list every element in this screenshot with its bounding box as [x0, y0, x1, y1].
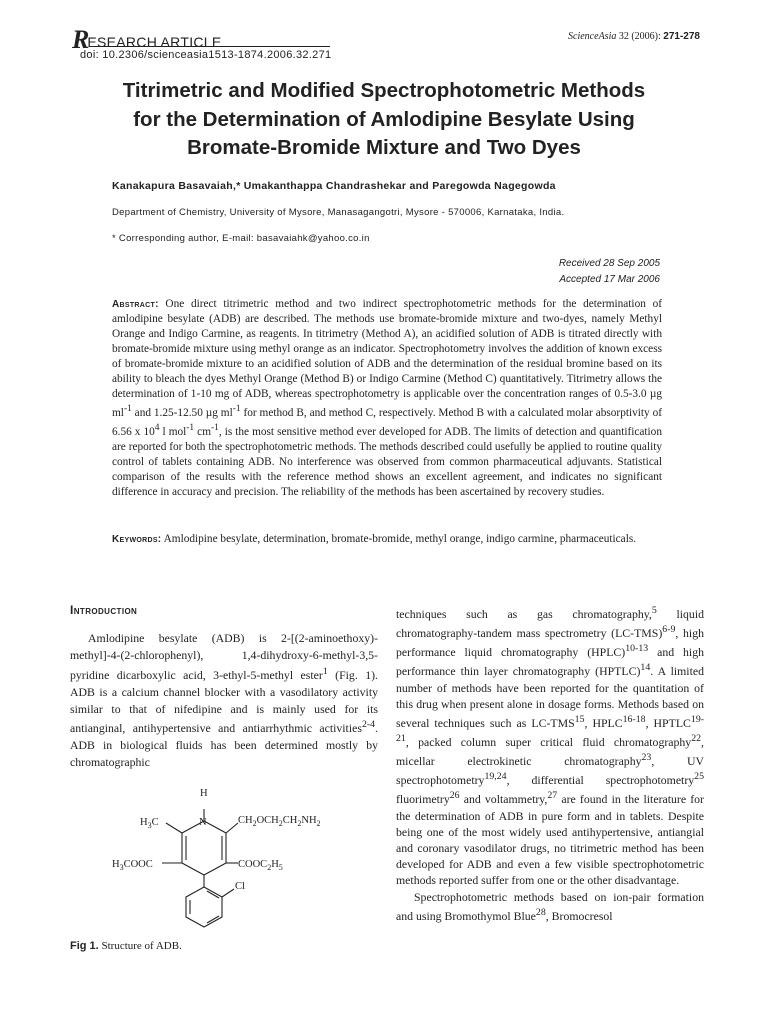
abstract	[112, 297, 662, 500]
body-text: . A limited number of methods have been reported for the quantitation of this drug when present alone in dosage forms. Methods based on several techniques such as LC-TMS	[396, 664, 704, 730]
affiliation: Department of Chemistry, University of Mysore, Manasagangotri, Mysore - 570006, Karnataka, India.	[112, 207, 565, 218]
title-line: Bromate-Bromide Mixture and Two Dyes	[187, 136, 581, 159]
body-text: , HPLC	[584, 715, 623, 730]
abstract-text: One direct titrimetric method and two indirect spectrophotometric methods for the determination of amlodipine besylate (ADB) are described. The methods use bromate-bromide mixture and two-dyes, namely Methyl Orange and Indigo Carmine, as reagents. In titrimetry (Method A), an acidified solution of ADB is titrated directly with bromate-bromide mixture using methyl orange as an indicator. Spectrophotometry involves the addition of known excess of bromate-bromide mixture to an acidified solution of ADB and the determination of the residual bromine based on its ability to bleach the dyes Methyl Orange (Method B) or Indigo Carmine (Method C) quantitatively. Titrimetry allows the determination of 1-10 mg of ADB, whereas spectrophotometry is applicable over the concentration ranges of 0.5-3.0 µg ml	[112, 298, 662, 419]
citation[interactable]: 25	[694, 771, 704, 783]
citation[interactable]: 16-18	[622, 713, 646, 725]
citation[interactable]: 19-21	[396, 713, 705, 745]
paragraph	[396, 889, 704, 924]
body-text: , HPTLC	[645, 715, 691, 730]
title-line: for the Determination of Amlodipine Besylate Using	[133, 107, 635, 131]
keywords	[112, 532, 662, 547]
abstract-label: Abstract:	[112, 299, 159, 310]
atom-label: Cl	[235, 881, 245, 892]
doi[interactable]: doi: 10.2306/scienceasia1513-1874.2006.32.271	[80, 49, 332, 61]
superscript: -1	[210, 422, 219, 433]
superscript: -1	[186, 422, 195, 433]
intro-right-column	[396, 603, 704, 924]
bond	[204, 821, 226, 833]
body-text: and high performance thin layer chromatography (HPTLC)	[396, 645, 705, 679]
brand-initial: R	[72, 25, 90, 54]
side-chain-label: $CH_2OCH_2CH_2NH_2$	[238, 815, 321, 828]
citation[interactable]: 2-4	[361, 719, 376, 731]
journal-pages: 271-278	[663, 31, 700, 42]
citation[interactable]: 26	[449, 790, 460, 802]
paragraph	[396, 603, 704, 889]
section-heading-introduction: Introduction	[70, 603, 138, 617]
citation[interactable]: 1	[322, 665, 328, 677]
received-date: Received 28 Sep 2005	[558, 258, 660, 269]
body-text: , Bromocresol	[545, 908, 613, 923]
bond	[166, 823, 182, 833]
citation[interactable]: 10-13	[625, 643, 649, 655]
body-text: . ADB in biological fluids has been determined mostly by chromatographic	[70, 721, 378, 770]
body-text: liquid chromatography-tandem mass spectrometry (LC-TMS)	[396, 606, 704, 641]
bond	[226, 823, 238, 833]
citation[interactable]: 23	[641, 752, 652, 764]
body-text: are found in the literature for the determination of ADB in pure form and in tablets. Despite being one of the most widely used antihypertensive, antiangial and coronary vasodilator drugs, no titrimetric method has been developed for ADB and even a few visible spectrophotometric methods reported suffer from one or the other disadvantage.	[396, 792, 704, 888]
bond	[222, 889, 234, 897]
body-text: and voltammetry,	[459, 792, 548, 807]
accepted-date: Accepted 17 Mar 2006	[559, 274, 660, 285]
figure-caption-text: Structure of ADB.	[98, 940, 182, 952]
atom-label: N	[199, 817, 207, 828]
title-line: Titrimetric and Modified Spectrophotometric Methods	[122, 79, 646, 102]
body-text: fluorimetry	[396, 792, 450, 807]
abstract-text: l mol	[159, 425, 187, 438]
citation[interactable]: 6-9	[662, 624, 676, 636]
adb-structure-figure	[104, 783, 364, 938]
paragraph	[70, 630, 378, 771]
journal-volume: 32 (2006):	[616, 31, 664, 42]
figure-label: Fig 1.	[70, 940, 99, 952]
abstract-text: and 1.25-12.50 µg ml	[131, 406, 233, 419]
brand-rest: ESEARCH ARTICLE	[87, 34, 222, 50]
header-rule	[90, 46, 330, 47]
superscript: 4	[154, 422, 160, 433]
body-text: Spectrophotometric methods based on ion-pair formation and using Bromothymol Blue	[396, 889, 704, 923]
bond	[204, 863, 226, 875]
citation[interactable]: 15	[574, 713, 585, 725]
body-text: techniques such as gas chromatography,	[396, 606, 652, 621]
figure-caption	[70, 940, 182, 952]
atom-label: $H_3C$	[140, 817, 159, 830]
keywords-label: Keywords:	[112, 534, 162, 545]
abstract-text: for method B, and method C, respectively. Method B with a calculated molar absorptivity of 6.56 x 10	[112, 406, 663, 438]
citation[interactable]: 28	[535, 906, 546, 918]
intro-left-column	[70, 630, 378, 771]
abstract-text: , is the most sensitive method ever developed for ADB. The limits of detection and quantification are reported for both the spectrophotometric methods. The methods described could usefully be applied to routine quality control of tablets containing ADB. No interference was observed from common pharmaceutical adjuvants. Statistical comparison of the results with the reference method shows an excellent agreement, and indicates no significant difference in accuracy and precision. The reliability of the methods has been ascertained by recovery studies.	[112, 425, 662, 498]
corresponding-author: * Corresponding author, E-mail: basavaiahk@yahoo.co.in	[112, 233, 370, 244]
body-text: , high performance liquid chromatography (HPLC)	[396, 626, 704, 660]
authors: Kanakapura Basavaiah,* Umakanthappa Chandrashekar and Paregowda Nagegowda	[112, 180, 556, 192]
paper-title	[40, 77, 728, 163]
dates	[559, 256, 660, 288]
phenyl-ring	[186, 887, 222, 927]
journal-name: ScienceAsia	[568, 31, 617, 42]
bond	[182, 863, 204, 875]
body-text: (Fig. 1). ADB is a calcium channel blocker with a vasodilatory activity similar to that of nifedipine and is mainly used for its antianginal, antihypertensive and antiarrhythmic activities	[70, 667, 378, 736]
ester-label-right: $COOC_2H_5$	[238, 859, 283, 872]
body-text: Amlodipine besylate (ADB) is 2-[(2-aminoethoxy)-methyl]-4-(2-chlorophenyl), 1,4-dihydroxy-6-methyl-3,5- pyridine dicarboxylic acid, 3-ethyl-5-methyl ester	[70, 631, 378, 682]
citation[interactable]: 5	[651, 605, 657, 616]
body-text: , UV spectrophotometry	[396, 754, 705, 788]
keywords-text: Amlodipine besylate, determination, bromate-bromide, methyl orange, indigo carmine, pharmaceuticals.	[161, 533, 637, 545]
superscript: -1	[123, 404, 132, 414]
citation[interactable]: 27	[547, 790, 558, 802]
body-text: , differential spectrophotometry	[506, 773, 695, 788]
superscript: -1	[232, 404, 241, 414]
body-text: , micellar electrokinetic chromatography	[396, 734, 704, 769]
citation[interactable]: 19,24	[484, 771, 507, 783]
body-text: , packed column super critical fluid chromatography	[405, 734, 692, 749]
citation[interactable]: 22	[691, 733, 702, 745]
ester-label-left: $H_3COOC$	[112, 859, 153, 872]
journal-citation	[568, 31, 700, 42]
citation[interactable]: 14	[640, 662, 651, 674]
abstract-text: cm	[194, 425, 211, 438]
atom-label: H	[200, 788, 208, 799]
